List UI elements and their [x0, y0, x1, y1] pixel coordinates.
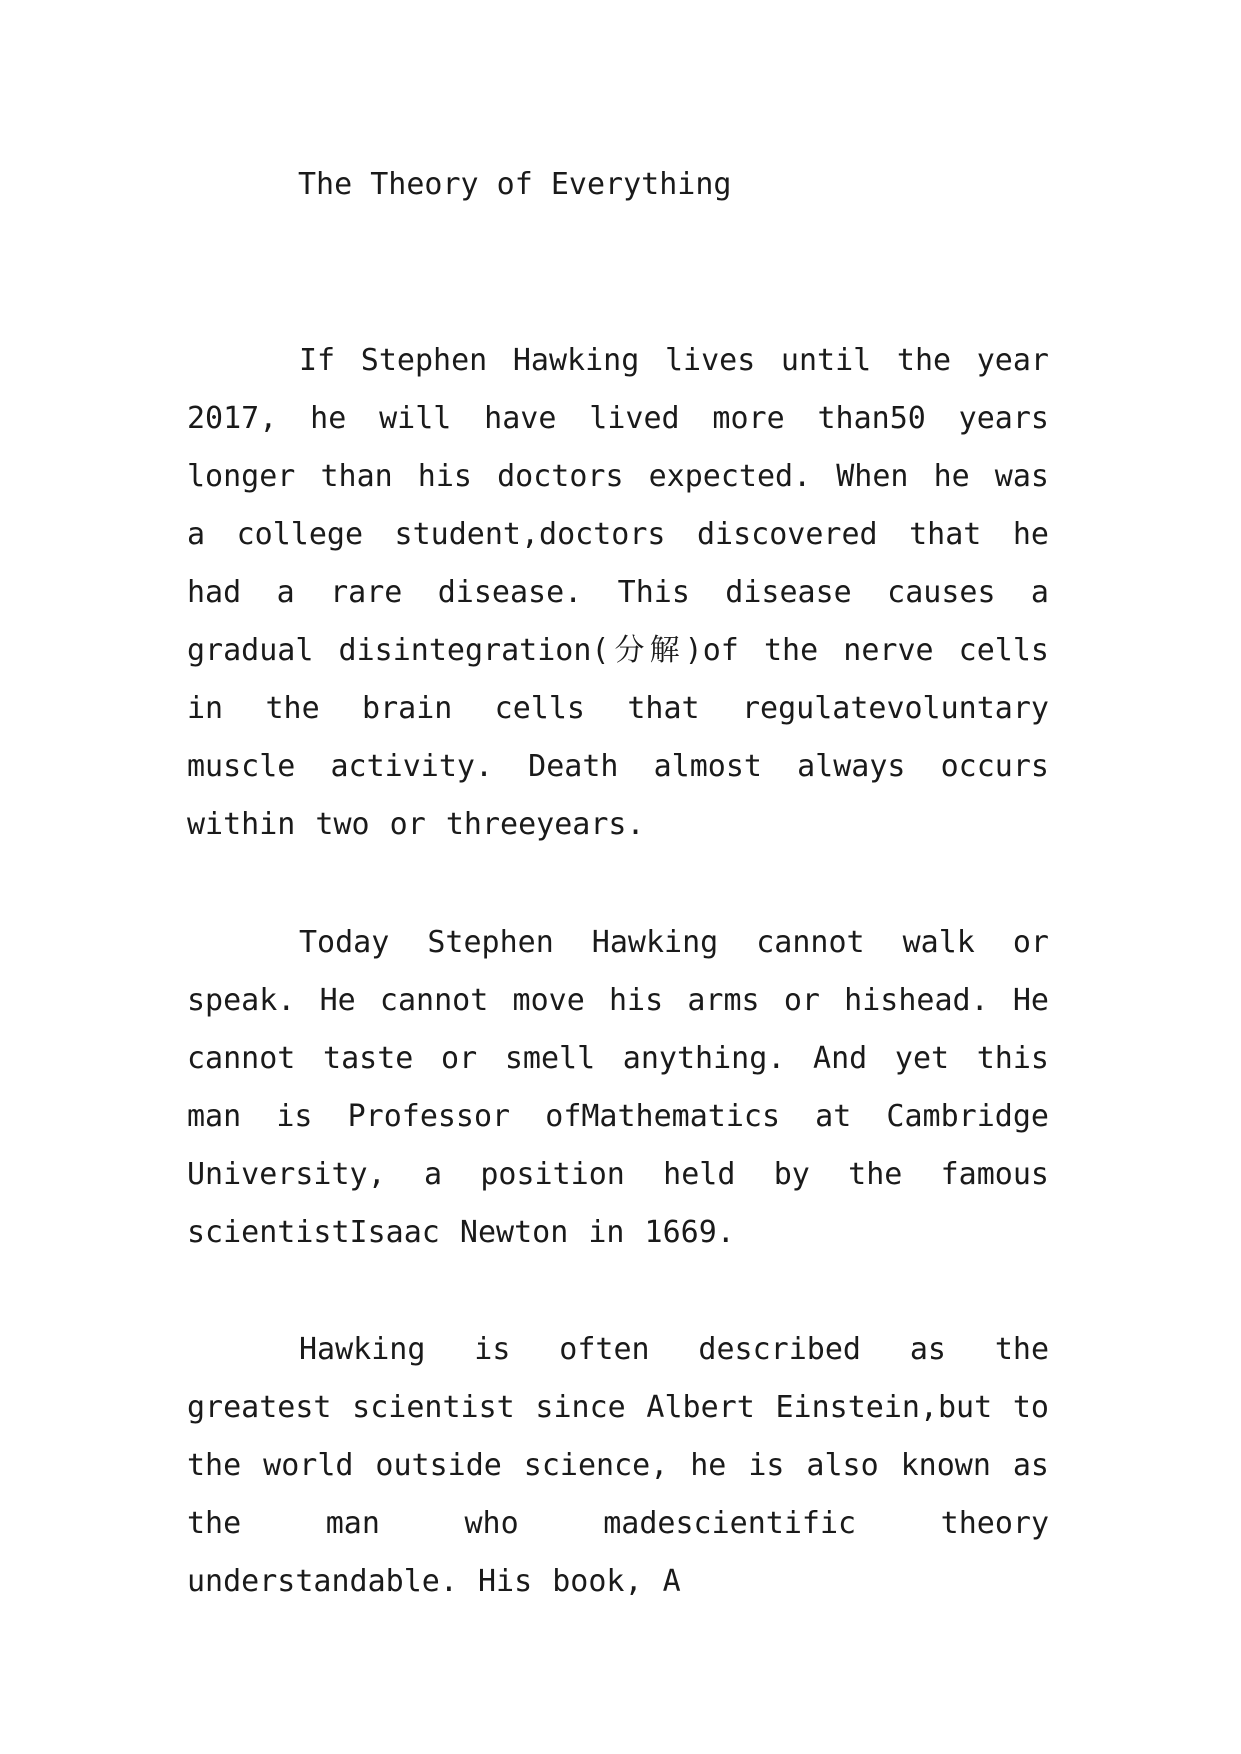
- document-title: The Theory of Everything: [298, 167, 732, 202]
- paragraph-2: Today Stephen Hawking cannot walk or speak. He cannot move his arms or hishead. He cannot taste or smell anything. And yet this man is Professor ofMathematics at Cambridge University, a position held by the famous scientistIsaac Newton in 1669.: [187, 925, 1049, 1250]
- paragraph-3: Hawking is often described as the greatest scientist since Albert Einstein,but to the world outside science, he is also known as the man who madescientific theory understandable. His book, A: [187, 1332, 1049, 1599]
- paragraph-1: If Stephen Hawking lives until the year 2017, he will have lived more than50 years longer than his doctors expected. When he was a college student,doctors discovered that he had a rare disease. This disease causes a gradual disintegration(分解)of the nerve cells in the brain cells that regulatevoluntary muscle activity. Death almost always occurs within two or threeyears.: [187, 343, 1049, 842]
